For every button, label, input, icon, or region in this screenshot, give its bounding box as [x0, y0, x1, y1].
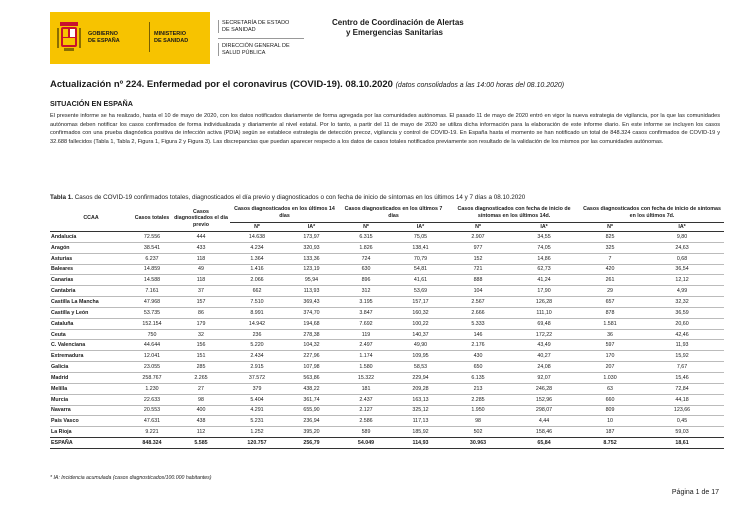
subheader-n: Nº — [339, 223, 393, 232]
table-row — [50, 383, 724, 394]
table-cell: 5.220 — [230, 340, 284, 351]
subheader-ia: IA* — [640, 223, 724, 232]
table-cell: 4.291 — [230, 405, 284, 416]
subheader-n: Nº — [230, 223, 284, 232]
region-name: Andalucía — [51, 233, 77, 240]
table-cell: 2.066 — [230, 275, 284, 286]
table-cell: 0,45 — [640, 416, 724, 427]
table-cell: 173,97 — [303, 233, 320, 240]
table-row — [50, 297, 724, 308]
region-name: Galicia — [50, 362, 132, 373]
table-cell: 23.055 — [132, 362, 172, 373]
table-cell: 49,90 — [393, 340, 448, 351]
table-row — [50, 242, 724, 253]
table-cell: 41,61 — [393, 275, 448, 286]
table-cell: 325,12 — [393, 405, 448, 416]
region-name: Castilla y León — [50, 307, 132, 318]
table-cell: 2.907 — [471, 233, 485, 240]
department-box — [218, 12, 308, 64]
table-cell: 157,17 — [393, 297, 448, 308]
table-cell: 36,59 — [640, 307, 724, 318]
table-cell: 42,46 — [640, 329, 724, 340]
direccion-label: DIRECCIÓN GENERAL DE SALUD PÚBLICA — [218, 43, 290, 56]
table-cell: 123,19 — [284, 264, 339, 275]
table-cell: 18,61 — [640, 438, 724, 449]
table-cell: 9.221 — [132, 427, 172, 438]
table-cell: 1.252 — [230, 427, 284, 438]
table-cell: 151 — [172, 351, 230, 362]
region-name: Cataluña — [50, 318, 132, 329]
table-cell: 5.585 — [172, 438, 230, 449]
table-row — [50, 394, 724, 405]
header-prev-day: Casos diagnosticados el día previo — [174, 208, 228, 228]
report-title: Actualización nº 224. Enfermedad por el coronavirus (COVID-19). 08.10.2020 (datos consolidados a las 14:00 horas del 08.10.2020) — [50, 79, 565, 90]
table-cell: 41,24 — [508, 275, 580, 286]
table-cell: 86 — [172, 307, 230, 318]
table-cell: 9,80 — [676, 233, 688, 240]
table-cell: 12.041 — [132, 351, 172, 362]
section-heading: SITUACIÓN EN ESPAÑA — [50, 99, 133, 108]
table-cell: 75,05 — [413, 233, 428, 240]
table-cell: 630 — [339, 264, 393, 275]
table-cell: 400 — [172, 405, 230, 416]
table-cell: 8.752 — [580, 438, 640, 449]
region-name: Canarias — [50, 275, 132, 286]
table-cell: 325 — [580, 242, 640, 253]
table-cell: 1.581 — [580, 318, 640, 329]
table-cell: 40,27 — [508, 351, 580, 362]
table-cell: 6.315 — [359, 233, 373, 240]
table-cell: 7.161 — [132, 286, 172, 297]
coat-of-arms-icon — [56, 20, 82, 54]
region-name: La Rioja — [50, 427, 132, 438]
table-cell: 54,81 — [393, 264, 448, 275]
table-cell: ESPAÑA — [50, 438, 132, 449]
subheader-ia: IA* — [393, 223, 448, 232]
table-cell: 170 — [580, 351, 640, 362]
table-cell: 104,32 — [284, 340, 339, 351]
table-cell: 140,37 — [393, 329, 448, 340]
table-row — [50, 318, 724, 329]
secretaria-label: SECRETARÍA DE ESTADO DE SANIDAD — [218, 20, 289, 33]
table-cell: 2.915 — [230, 362, 284, 373]
subheader-ia: IA* — [284, 223, 339, 232]
table-cell: 152 — [448, 253, 508, 264]
table-cell: 47.631 — [132, 416, 172, 427]
table-cell: 258.767 — [132, 372, 172, 383]
department-divider — [218, 38, 304, 39]
table-cell: 213 — [448, 383, 508, 394]
cases-table — [50, 204, 724, 449]
table-row — [50, 340, 724, 351]
table-cell: 36,54 — [640, 264, 724, 275]
table-cell: 14,86 — [508, 253, 580, 264]
table-cell: 229,94 — [393, 372, 448, 383]
table-cell: 181 — [339, 383, 393, 394]
table-cell: 395,20 — [284, 427, 339, 438]
table-cell: 662 — [230, 286, 284, 297]
table-cell: 119 — [339, 329, 393, 340]
table-row — [50, 307, 724, 318]
table-cell: 118 — [172, 275, 230, 286]
table-cell: 32,32 — [640, 297, 724, 308]
table-row — [50, 427, 724, 438]
table-cell: 123,66 — [640, 405, 724, 416]
table-cell: 187 — [580, 427, 640, 438]
table-cell: 92,07 — [508, 372, 580, 383]
region-name: Melilla — [50, 383, 132, 394]
table-cell: 37.572 — [230, 372, 284, 383]
table-cell: 53.735 — [132, 307, 172, 318]
table-cell: 14.942 — [230, 318, 284, 329]
table-cell: 152.154 — [132, 318, 172, 329]
table-cell: 38.541 — [132, 242, 172, 253]
table-cell: 7,67 — [640, 362, 724, 373]
table-cell: 113,93 — [284, 286, 339, 297]
table-cell: 146 — [448, 329, 508, 340]
subheader-n: Nº — [448, 223, 508, 232]
table-row — [50, 362, 724, 373]
table-cell: 59,03 — [640, 427, 724, 438]
table-cell: 37 — [172, 286, 230, 297]
subheader-n: Nº — [580, 223, 640, 232]
table-cell: 2.497 — [339, 340, 393, 351]
table-row — [50, 286, 724, 297]
table-footnote: * IA: Incidencia acumulada (casos diagnosticados/100.000 habitantes) — [50, 475, 212, 481]
table-cell: 7.692 — [339, 318, 393, 329]
table-cell: 138,41 — [393, 242, 448, 253]
table-cell: 54.049 — [339, 438, 393, 449]
table-cell: 6.237 — [132, 253, 172, 264]
table-cell: 112 — [172, 427, 230, 438]
table-cell: 20,60 — [640, 318, 724, 329]
table-caption: Tabla 1. Casos de COVID-19 confirmados totales, diagnosticados el día previo y diagnosticados o con fecha de inicio de síntomas en los últimos 14 y 7 días a 08.10.2020 — [50, 194, 526, 201]
table-cell: 65,84 — [508, 438, 580, 449]
region-name: Cantabria — [50, 286, 132, 297]
table-cell: 6.135 — [448, 372, 508, 383]
government-logo — [50, 12, 210, 64]
table-cell: 825 — [605, 233, 615, 240]
table-cell: 2.567 — [448, 297, 508, 308]
table-cell: 724 — [339, 253, 393, 264]
table-row — [50, 372, 724, 383]
table-cell: 256,79 — [284, 438, 339, 449]
table-cell: 1.416 — [230, 264, 284, 275]
table-cell: 14.859 — [132, 264, 172, 275]
table-row — [50, 351, 724, 362]
table-cell: 62,73 — [508, 264, 580, 275]
table-cell: 74,05 — [508, 242, 580, 253]
table-cell: 1.230 — [132, 383, 172, 394]
table-cell: 7 — [580, 253, 640, 264]
table-cell: 126,28 — [508, 297, 580, 308]
table-cell: 185,92 — [393, 427, 448, 438]
table-cell: 361,74 — [284, 394, 339, 405]
table-cell: 589 — [339, 427, 393, 438]
table-cell: 179 — [172, 318, 230, 329]
table-cell: 312 — [339, 286, 393, 297]
table-cell: 43,49 — [508, 340, 580, 351]
table-cell: 15,92 — [640, 351, 724, 362]
table-cell: 650 — [448, 362, 508, 373]
table-cell: 655,90 — [284, 405, 339, 416]
table-cell: 34,55 — [537, 233, 551, 240]
table-cell: 1.030 — [580, 372, 640, 383]
table-cell: 44,18 — [640, 394, 724, 405]
table-cell: 320,93 — [284, 242, 339, 253]
table-cell: 750 — [132, 329, 172, 340]
table-cell: 2.586 — [339, 416, 393, 427]
government-name: GOBIERNO DE ESPAÑA — [88, 31, 120, 44]
table-total-row — [50, 438, 724, 449]
table-cell: 36 — [580, 329, 640, 340]
table-cell: 563,86 — [284, 372, 339, 383]
table-cell: 2.127 — [339, 405, 393, 416]
header-total: Casos totales — [134, 215, 170, 222]
table-cell: 246,28 — [508, 383, 580, 394]
table-cell: 2.434 — [230, 351, 284, 362]
table-cell: 2.437 — [339, 394, 393, 405]
table-cell: 117,13 — [393, 416, 448, 427]
page-number: Página 1 de 17 — [671, 489, 719, 496]
table-cell: 209,28 — [393, 383, 448, 394]
table-cell: 72.556 — [143, 233, 161, 240]
region-name: Madrid — [50, 372, 132, 383]
table-cell: 12,12 — [640, 275, 724, 286]
table-cell: 4,99 — [640, 286, 724, 297]
table-cell: 2.265 — [172, 372, 230, 383]
table-cell: 369,43 — [284, 297, 339, 308]
table-row — [50, 253, 724, 264]
table-cell: 502 — [448, 427, 508, 438]
table-cell: 107,98 — [284, 362, 339, 373]
table-cell: 5.231 — [230, 416, 284, 427]
table-cell: 3.195 — [339, 297, 393, 308]
table-row — [50, 416, 724, 427]
table-cell: 70,79 — [393, 253, 448, 264]
table-cell: 8.991 — [230, 307, 284, 318]
table-cell: 597 — [580, 340, 640, 351]
table-cell: 207 — [580, 362, 640, 373]
table-cell: 163,13 — [393, 394, 448, 405]
region-name: Murcia — [50, 394, 132, 405]
region-name: C. Valenciana — [50, 340, 132, 351]
document-header — [50, 12, 710, 64]
table-cell: 120.757 — [230, 438, 284, 449]
table-cell: 172,22 — [508, 329, 580, 340]
region-name: Extremadura — [50, 351, 132, 362]
table-cell: 11,93 — [640, 340, 724, 351]
table-cell: 1.950 — [448, 405, 508, 416]
table-cell: 438,22 — [284, 383, 339, 394]
title-note: (datos consolidados a las 14:00 horas del 08.10.2020) — [395, 82, 565, 89]
table-cell: 20.553 — [132, 405, 172, 416]
table-cell: 278,38 — [284, 329, 339, 340]
header-ccaa: CCAA — [83, 215, 99, 222]
table-cell: 379 — [230, 383, 284, 394]
table-cell: 29 — [580, 286, 640, 297]
table-cell: 109,95 — [393, 351, 448, 362]
table-row — [50, 275, 724, 286]
region-name: Baleares — [50, 264, 132, 275]
table-row — [50, 232, 724, 243]
table-cell: 100,22 — [393, 318, 448, 329]
table-cell: 2.176 — [448, 340, 508, 351]
table-row — [50, 264, 724, 275]
table-cell: 848.324 — [132, 438, 172, 449]
table-cell: 1.580 — [339, 362, 393, 373]
table-cell: 30.963 — [448, 438, 508, 449]
table-cell: 44.644 — [132, 340, 172, 351]
table-cell: 660 — [580, 394, 640, 405]
table-cell: 72,84 — [640, 383, 724, 394]
table-cell: 118 — [172, 253, 230, 264]
region-name: Asturias — [50, 253, 132, 264]
table-cell: 4.234 — [230, 242, 284, 253]
table-cell: 261 — [580, 275, 640, 286]
table-cell: 152,96 — [508, 394, 580, 405]
table-cell: 69,48 — [508, 318, 580, 329]
table-cell: 63 — [580, 383, 640, 394]
table-cell: 888 — [448, 275, 508, 286]
table-cell: 5.333 — [448, 318, 508, 329]
table-cell: 32 — [172, 329, 230, 340]
table-cell: 236 — [230, 329, 284, 340]
table-cell: 158,46 — [508, 427, 580, 438]
table-cell: 5.404 — [230, 394, 284, 405]
table-cell: 156 — [172, 340, 230, 351]
table-cell: 721 — [448, 264, 508, 275]
header-last-14-days: Casos diagnosticados en los últimos 14 días — [234, 206, 335, 219]
table-cell: 4,44 — [508, 416, 580, 427]
table-cell: 285 — [172, 362, 230, 373]
table-cell: 27 — [172, 383, 230, 394]
region-name: Aragón — [50, 242, 132, 253]
table-cell: 0,68 — [640, 253, 724, 264]
table-cell: 374,70 — [284, 307, 339, 318]
table-cell: 24,63 — [640, 242, 724, 253]
table-cell: 227,96 — [284, 351, 339, 362]
intro-paragraph: El presente informe se ha realizado, hasta el 10 de mayo de 2020, con los datos notificados diariamente de forma agregada por las comunidades autónomas. El pasado 11 de mayo de 2020 entró en vigor la nueva estrategia de vigilancia, por la que las comunidades autónomas deben notificar los casos confirmados de forma individualizada y diariamente al nivel estatal. Por lo tanto, a partir del 11 de mayo de 2020 se utiliza dicha información para la elaboración de este informe diario. En este informe se incluyen los casos confirmados con una prueba diagnóstica positiva de infección activa (PDIA) según se establece estrategia de detección precoz, vigilancia y control de COVID-19. En España hasta el momento se han notificado un total de 848.324 casos confirmados de COVID-19 y 32.688 fallecidos (Tabla 1, Tabla 2, Figura 1, Figura 2 y Figura 3). Las discrepancias que puedan aparecer respecto a los datos de casos totales notificados previamente son resultado de la validación de los mismos por las comunidades autónomas. — [50, 113, 720, 146]
table-row — [50, 405, 724, 416]
table-cell: 2.666 — [448, 307, 508, 318]
table-cell: 14.588 — [132, 275, 172, 286]
logo-divider — [149, 22, 150, 52]
table-cell: 420 — [580, 264, 640, 275]
table-cell: 47.968 — [132, 297, 172, 308]
table-cell: 1.174 — [339, 351, 393, 362]
table-cell: 3.847 — [339, 307, 393, 318]
table-body — [50, 232, 724, 438]
table-cell: 444 — [196, 233, 206, 240]
table-cell: 15.322 — [339, 372, 393, 383]
table-cell: 17,90 — [508, 286, 580, 297]
header-symptoms-7d: Casos diagnosticados con fecha de inicio de síntomas en los últimos 7d. — [583, 206, 721, 219]
table-cell: 433 — [172, 242, 230, 253]
table-cell: 114,93 — [393, 438, 448, 449]
table-cell: 15,46 — [640, 372, 724, 383]
ministry-name: MINISTERIO DE SANIDAD — [154, 31, 189, 44]
table-cell: 2.285 — [448, 394, 508, 405]
table-row — [50, 329, 724, 340]
table-cell: 95,94 — [284, 275, 339, 286]
subheader-ia: IA* — [508, 223, 580, 232]
region-name: Navarra — [50, 405, 132, 416]
table-cell: 111,10 — [508, 307, 580, 318]
table-cell: 977 — [448, 242, 508, 253]
table-cell: 236,94 — [284, 416, 339, 427]
region-name: Ceuta — [50, 329, 132, 340]
center-name: Centro de Coordinación de Alertas y Emergencias Sanitarias — [332, 18, 464, 37]
header-symptoms-14d: Casos diagnosticados con fecha de inicio de síntomas en los últimos 14d. — [457, 206, 571, 219]
table-cell: 133,36 — [284, 253, 339, 264]
table-cell: 160,32 — [393, 307, 448, 318]
table-cell: 98 — [448, 416, 508, 427]
table-cell: 7.510 — [230, 297, 284, 308]
table-cell: 14.638 — [248, 233, 266, 240]
region-name: País Vasco — [50, 416, 132, 427]
table-cell: 10 — [580, 416, 640, 427]
table-cell: 49 — [172, 264, 230, 275]
table-cell: 298,07 — [508, 405, 580, 416]
table-cell: 657 — [580, 297, 640, 308]
table-cell: 53,69 — [393, 286, 448, 297]
table-cell: 878 — [580, 307, 640, 318]
table-cell: 430 — [448, 351, 508, 362]
table-cell: 157 — [172, 297, 230, 308]
table-cell: 1.364 — [230, 253, 284, 264]
table-cell: 58,53 — [393, 362, 448, 373]
table-cell: 104 — [448, 286, 508, 297]
table-cell: 24,08 — [508, 362, 580, 373]
region-name: Castilla La Mancha — [50, 297, 132, 308]
table-cell: 809 — [580, 405, 640, 416]
table-cell: 1.826 — [339, 242, 393, 253]
table-cell: 896 — [339, 275, 393, 286]
table-cell: 194,68 — [284, 318, 339, 329]
table-cell: 98 — [172, 394, 230, 405]
header-last-7-days: Casos diagnosticados en los últimos 7 días — [344, 206, 443, 219]
table-cell: 22.633 — [132, 394, 172, 405]
table-cell: 438 — [172, 416, 230, 427]
